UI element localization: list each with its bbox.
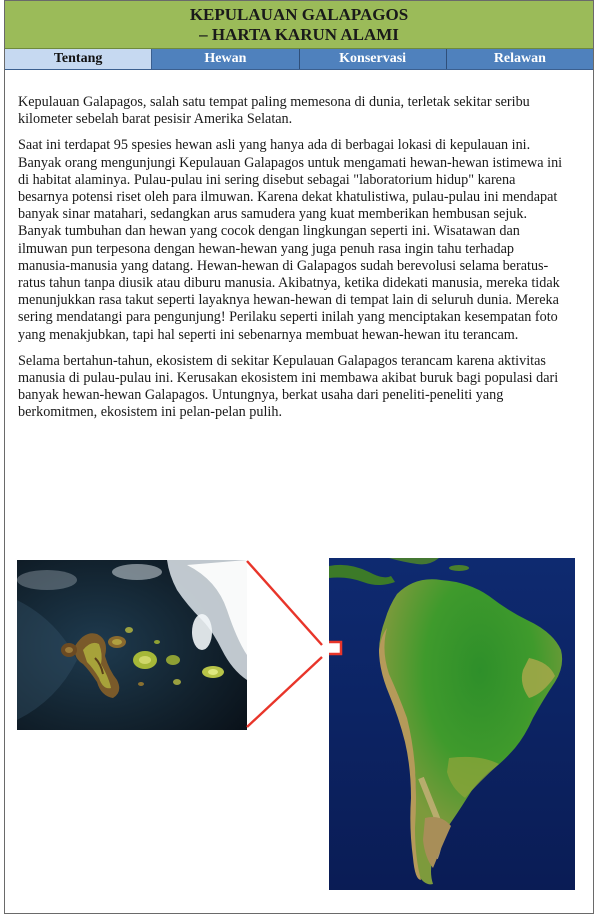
south-america-satellite-graphic <box>329 558 575 890</box>
article-paragraph-1: Kepulauan Galapagos, salah satu tempat paling memesona di dunia, terletak sekitar seribu kilometer sebelah barat pesisir Amerika Selatan. <box>18 94 530 128</box>
page-title-line2: – HARTA KARUN ALAMI <box>199 25 399 44</box>
tab-relawan[interactable]: Relawan <box>447 49 593 69</box>
article-paragraph-3: Selama bertahun-tahun, ekosistem di sekitar Kepulauan Galapagos terancam karena aktivitas manusia di pulau-pulau ini. Kerusakan ekosistem ini membawa akibat buruk bagi populasi dari banyak hewan-hewan Galapagos. Untungnya, berkat usaha dari peneliti-peneliti yang berkomitmen, ekosistem ini pelan-pelan pulih. <box>18 352 559 421</box>
article-paragraph-2: Saat ini terdapat 95 spesies hewan asli yang hanya ada di berbagai lokasi di kepulauan ini. Banyak orang mengunjungi Kepulauan Galapagos untuk mengamati hewan-hewan istimewa ini di habitat alaminya. Pulau-pulau ini sering disebut sebagai "laboratorium hidup" karena besarnya potensi riset oleh para ilmuwan. Karena dekat khatulistiwa, pulau-pulau ini mendapat banyak sinar matahari, sedangkan arus samudera yang kuat memberikan hembusan sejuk. Banyak tumbuhan dan hewan yang cocok dengan lingkungan seperti ini. Wisatawan dan ilmuwan pun terpesona dengan hewan-hewan yang juga penuh rasa ingin tahu terhadap manusia-manusia yang datang. Hewan-hewan di Galapagos sudah berevolusi selama beratus-ratus tahun tanpa diusik atau diburu manusia. Akibatnya, ketika didekati manusia, mereka tidak menunjukkan rasa takut seperti layaknya hewan-hewan di tempat lain di seluruh dunia. Mereka sering mendatangi para pengunjung! Perilaku seperti inilah yang menciptakan kesempatan foto yang menakjubkan, tapi hal seperti ini sebenarnya membuat hewan-hewan itu terancam. <box>18 137 563 343</box>
tab-tentang[interactable]: Tentang <box>5 49 152 69</box>
tab-konservasi[interactable]: Konservasi <box>300 49 447 69</box>
page-title-line1: KEPULAUAN GALAPAGOS <box>189 5 409 24</box>
south-america-satellite-image <box>329 558 575 890</box>
tab-hewan[interactable]: Hewan <box>152 49 299 69</box>
